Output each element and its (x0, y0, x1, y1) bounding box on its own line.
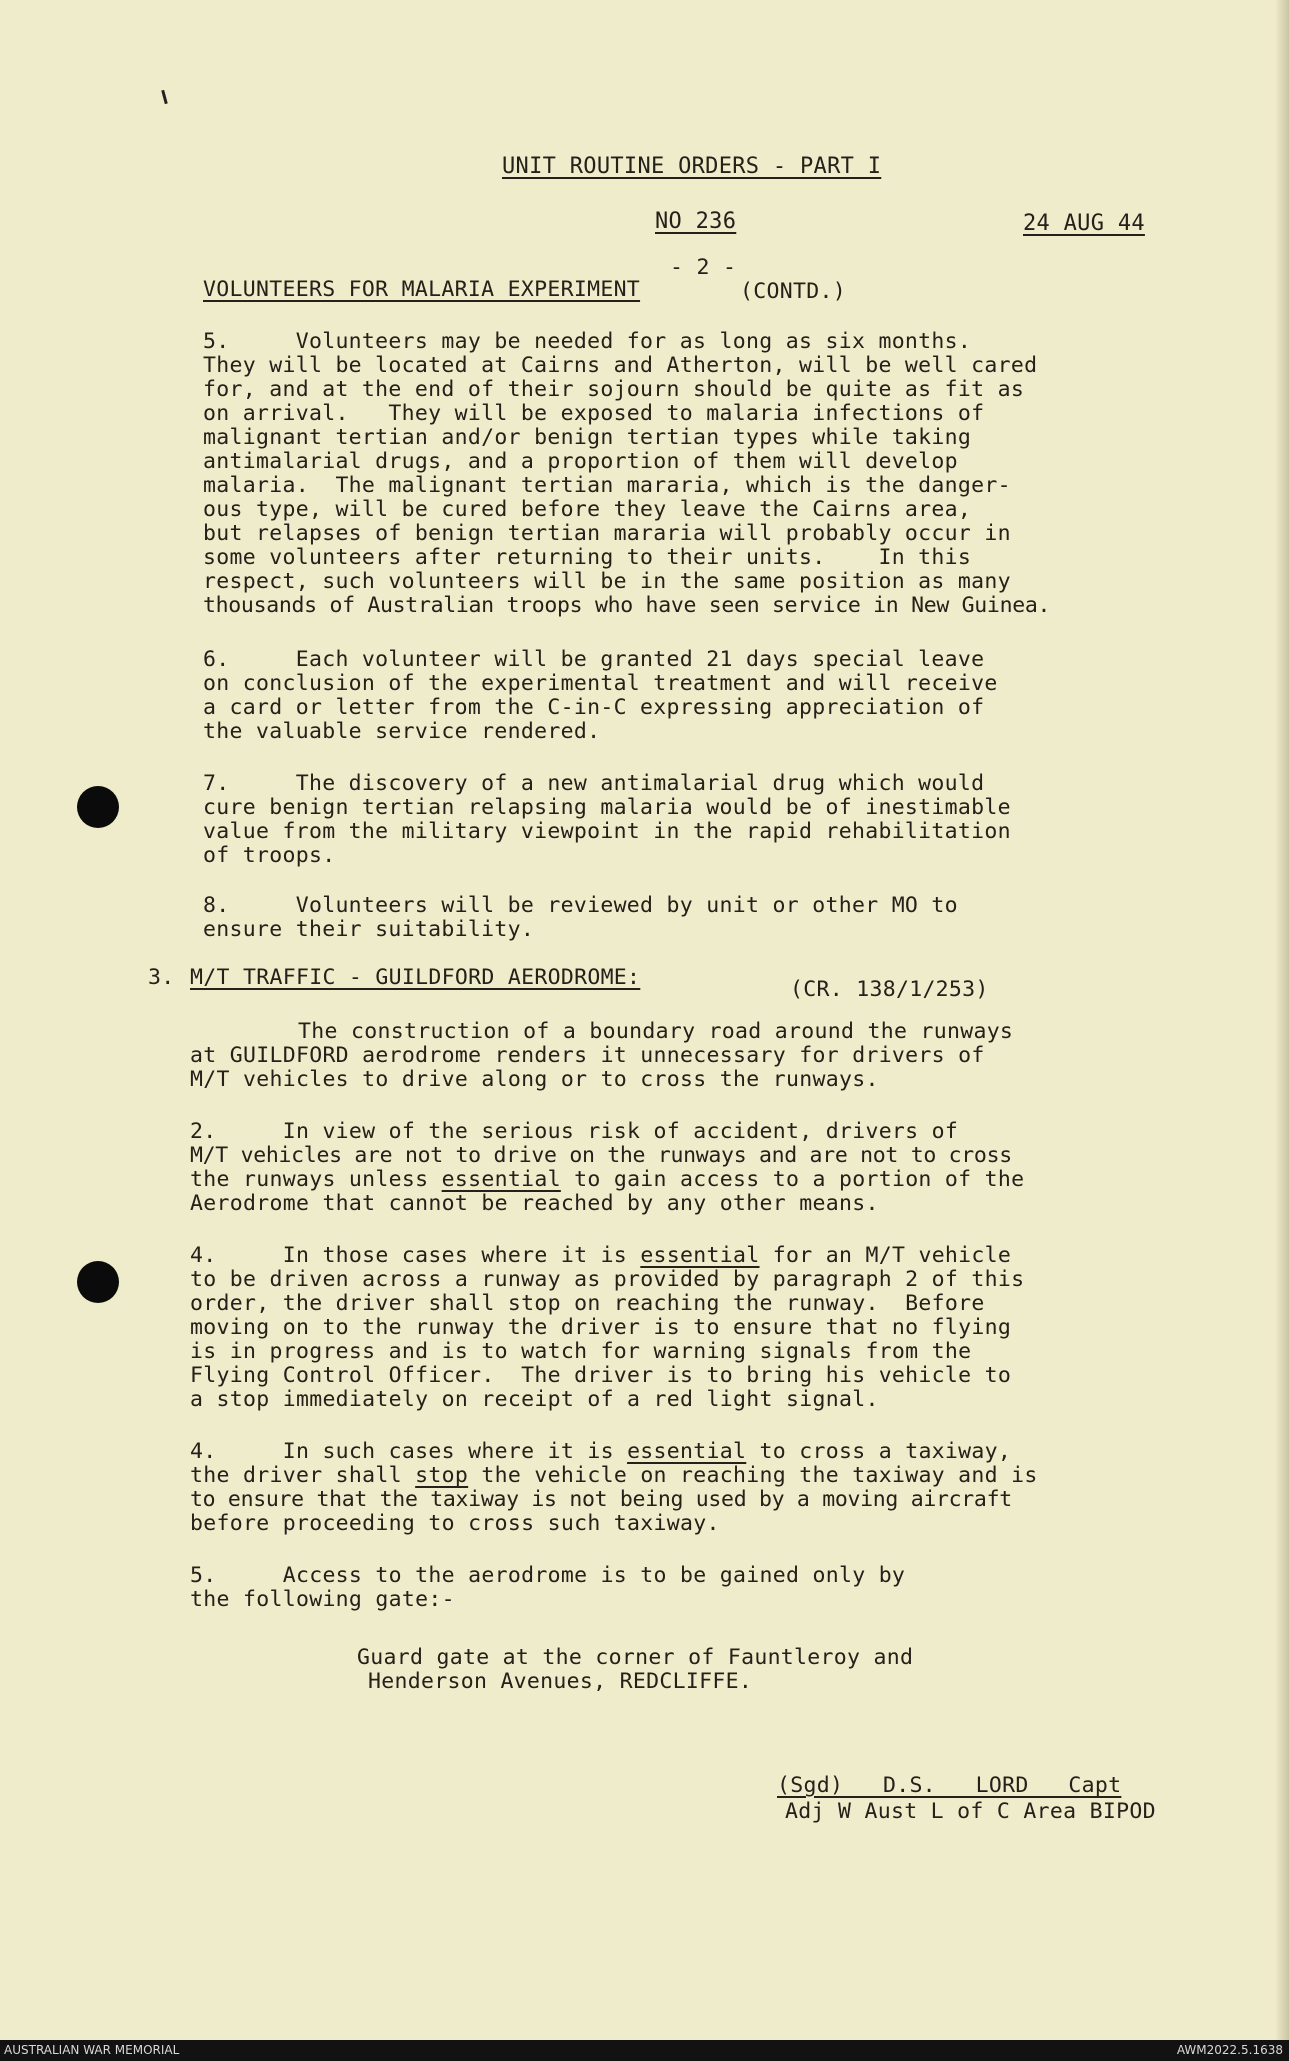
underlined-word: stop (415, 1463, 469, 1488)
underlined-word: essential (640, 1243, 760, 1268)
text-line: malaria. The malignant tertian mararia, which is the danger- (203, 473, 1011, 498)
text-line: 4. In those cases where it is essential for an M/T vehicle (190, 1243, 1012, 1268)
text-line: 5. Access to the aerodrome is to be gained only by (190, 1563, 906, 1588)
text-line: Henderson Avenues, REDCLIFFE. (368, 1669, 753, 1694)
text-line: at GUILDFORD aerodrome renders it unnecessary for drivers of (190, 1043, 985, 1068)
ink-mark (161, 90, 168, 104)
text-line: the following gate:- (190, 1587, 455, 1612)
order-number: NO 236 (655, 209, 737, 234)
order-date: 24 AUG 44 (1023, 211, 1145, 236)
reference-number: (CR. 138/1/253) (790, 977, 989, 1002)
section-number-3: 3. (148, 965, 175, 990)
section-heading-traffic: M/T TRAFFIC - GUILDFORD AERODROME: (190, 965, 641, 990)
text-line: the valuable service rendered. (203, 719, 601, 744)
text-line: 2. In view of the serious risk of accident, drivers of (190, 1119, 959, 1144)
text-line: malignant tertian and/or benign tertian types while taking (203, 425, 972, 450)
text-line: is in progress and is to watch for warning signals from the (190, 1339, 972, 1364)
text-line: cure benign tertian relapsing malaria would be of inestimable (203, 795, 1011, 820)
signature-line: (Sgd) D.S. LORD Capt (777, 1773, 1122, 1798)
text-line: antimalarial drugs, and a proportion of them will develop (203, 449, 958, 474)
text-line: M/T vehicles are not to drive on the runways and are not to cross (190, 1143, 1012, 1168)
text-line: to ensure that the taxiway is not being used by a moving aircraft (190, 1487, 1012, 1512)
text-line: but relapses of benign tertian mararia will probably occur in (203, 521, 1011, 546)
text-line: Aerodrome that cannot be reached by any other means. (190, 1191, 879, 1216)
text-line: the runways unless essential to gain access to a portion of the (190, 1167, 1025, 1192)
text-line: on arrival. They will be exposed to malaria infections of (203, 401, 985, 426)
text-line: the driver shall stop the vehicle on reaching the taxiway and is (190, 1463, 1038, 1488)
footer-accession-number: AWM2022.5.1638 (1176, 2043, 1283, 2057)
text-line: 6. Each volunteer will be granted 21 days special leave (203, 647, 985, 672)
text-line: 4. In such cases where it is essential to cross a taxiway, (190, 1439, 1012, 1464)
text-line: some volunteers after returning to their units. In this (203, 545, 972, 570)
document-title: UNIT ROUTINE ORDERS - PART I (502, 154, 882, 179)
text-line: Guard gate at the corner of Fauntleroy and (357, 1645, 914, 1670)
text-line: moving on to the runway the driver is to ensure that no flying (190, 1315, 1012, 1340)
contd-label: (CONTD.) (740, 279, 846, 304)
text-line: value from the military viewpoint in the rapid rehabilitation (203, 819, 1011, 844)
text-line: 7. The discovery of a new antimalarial drug which would (203, 771, 985, 796)
text-line: They will be located at Cairns and Atherton, will be well cared (203, 353, 1038, 378)
page-edge-shadow (1275, 0, 1289, 2040)
text-line: a card or letter from the C-in-C expressing appreciation of (203, 695, 985, 720)
text-line: respect, such volunteers will be in the same position as many (203, 569, 1011, 594)
text-line: Flying Control Officer. The driver is to bring his vehicle to (190, 1363, 1012, 1388)
text-line: thousands of Australian troops who have seen service in New Guinea. (203, 593, 1051, 618)
text-line: on conclusion of the experimental treatment and will receive (203, 671, 998, 696)
text-line: 8. Volunteers will be reviewed by unit or other MO to (203, 893, 958, 918)
punch-hole-bottom (77, 1261, 119, 1303)
footer-bar (0, 2040, 1289, 2061)
text-line: of troops. (203, 843, 336, 868)
text-line: for, and at the end of their sojourn should be quite as fit as (203, 377, 1025, 402)
signature-title: Adj W Aust L of C Area BIPOD (785, 1799, 1156, 1824)
section-heading-malaria: VOLUNTEERS FOR MALARIA EXPERIMENT (203, 277, 641, 302)
punch-hole-top (77, 786, 119, 828)
text-line: ensure their suitability. (203, 917, 535, 942)
page-number: - 2 - (670, 255, 737, 280)
text-line: before proceeding to cross such taxiway. (190, 1511, 720, 1536)
text-line: a stop immediately on receipt of a red light signal. (190, 1387, 879, 1412)
text-line: M/T vehicles to drive along or to cross the runways. (190, 1067, 879, 1092)
text-line: order, the driver shall stop on reaching the runway. Before (190, 1291, 985, 1316)
text-line: to be driven across a runway as provided by paragraph 2 of this (190, 1267, 1025, 1292)
footer-source: AUSTRALIAN WAR MEMORIAL (4, 2043, 180, 2057)
text-line: 5. Volunteers may be needed for as long as six months. (203, 329, 972, 354)
underlined-word: essential (627, 1439, 747, 1464)
text-line: The construction of a boundary road around the runways (298, 1019, 1014, 1044)
text-line: ous type, will be cured before they leave the Cairns area, (203, 497, 972, 522)
underlined-word: essential (441, 1167, 561, 1192)
